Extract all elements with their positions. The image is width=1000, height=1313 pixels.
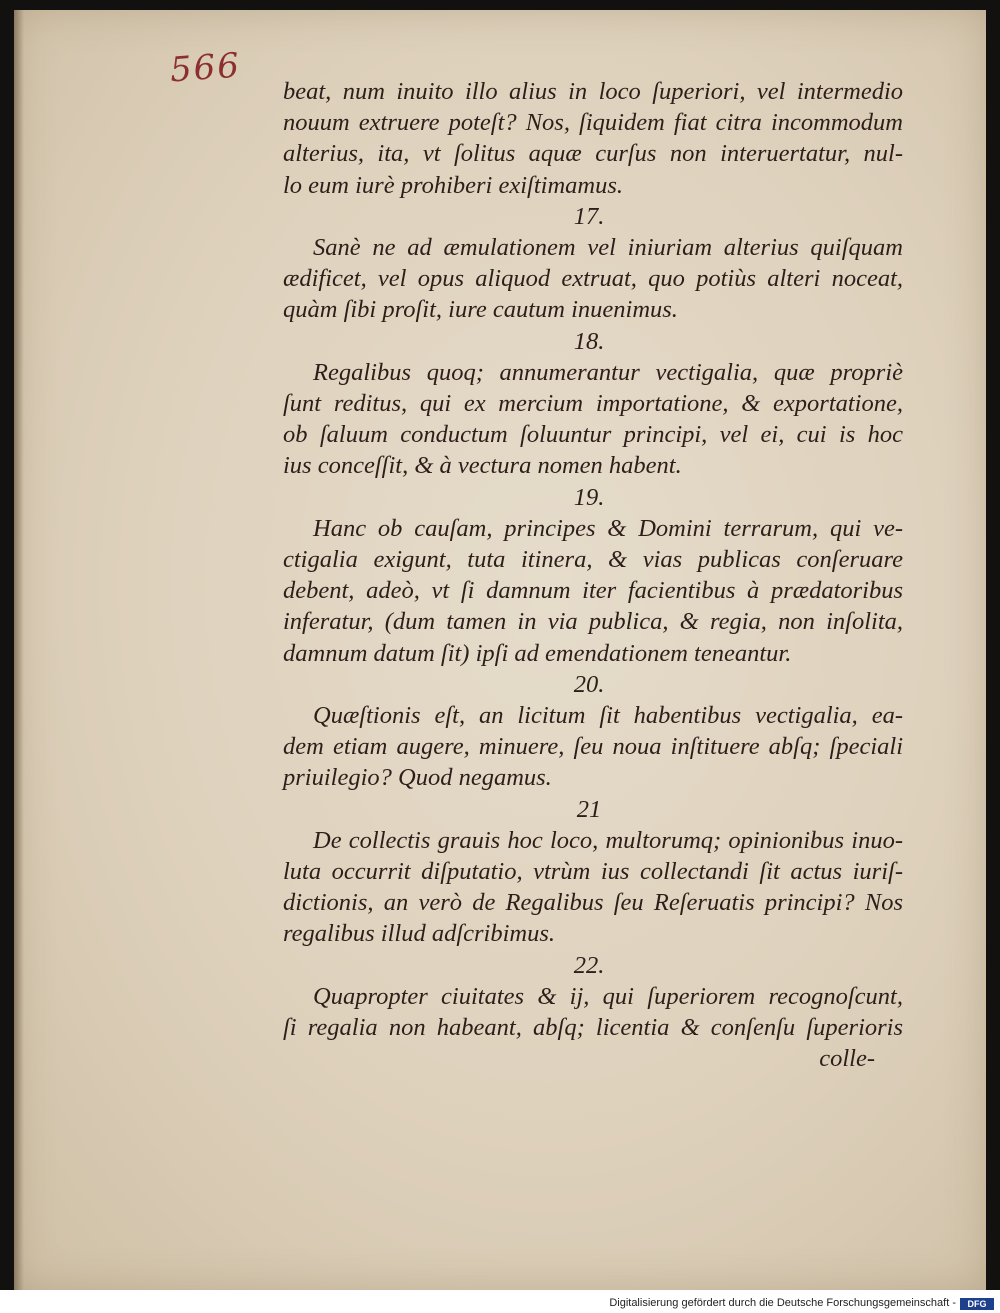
- text-line: ædificet, vel opus aliquod extruat, quo potiùs alteri noceat,: [283, 265, 903, 293]
- text-line: alterius, ita, vt ſolitus aquæ curſus non interuertatur, nul-: [283, 140, 903, 168]
- section-number: 19.: [573, 483, 605, 511]
- text-line: beat, num inuito illo alius in loco ſuperiori, vel intermedio: [283, 78, 903, 105]
- text-line: luta occurrit diſputatio, vtrùm ius collectandi ſit actus iuriſ-: [283, 858, 903, 886]
- text-line: ius conceſſit, & à vectura nomen habent.: [283, 452, 682, 480]
- text-line: Hanc ob cauſam, principes & Domini terrarum, qui ve-: [313, 514, 903, 542]
- section-number: 22.: [573, 951, 605, 979]
- text-line: Sanè ne ad æmulationem vel iniuriam alterius quiſquam: [313, 234, 903, 262]
- text-line: dictionis, an verò de Regalibus ſeu Reſeruatis principi? Nos: [283, 889, 903, 917]
- text-line: lo eum iurè prohiberi exiſtimamus.: [283, 171, 624, 199]
- catchword: colle-: [819, 1045, 875, 1073]
- text-line: damnum datum ſit) ipſi ad emendationem teneantur.: [283, 639, 792, 667]
- handwritten-page-number: 566: [168, 45, 243, 91]
- section-number: 21: [576, 795, 602, 823]
- text-line: quàm ſibi proſit, iure cautum inuenimus.: [283, 296, 678, 324]
- dfg-logo-icon: DFG: [960, 1298, 994, 1310]
- text-line: priuilegio? Quod negamus.: [283, 764, 552, 792]
- funding-notice: Digitalisierung gefördert durch die Deutsche Forschungsgemeinschaft -: [609, 1297, 956, 1309]
- section-number: 17.: [573, 202, 605, 230]
- section-number: 20.: [573, 670, 605, 698]
- text-line: Regalibus quoq; annumerantur vectigalia, quæ propriè: [313, 358, 903, 386]
- text-line: Quæſtionis eſt, an licitum ſit habentibus vectigalia, ea-: [313, 702, 903, 730]
- text-line: ſi regalia non habeant, abſq; licentia & conſenſu ſuperioris: [283, 1014, 903, 1042]
- text-line: ſunt reditus, qui ex mercium importatione, & exportatione,: [283, 390, 903, 418]
- text-line: inferatur, (dum tamen in via publica, & regia, non inſolita,: [283, 608, 903, 636]
- page-text: [283, 76, 903, 1075]
- text-line: debent, adeò, vt ſi damnum iter facientibus à prædatoribus: [283, 577, 903, 605]
- text-line: De collectis grauis hoc loco, multorumq; opinionibus inuo-: [313, 826, 903, 854]
- digitization-footer: [0, 1296, 1000, 1313]
- text-line: ob ſaluum conductum ſoluuntur principi, vel ei, cui is hoc: [283, 421, 903, 449]
- text-line: ctigalia exigunt, tuta itinera, & vias publicas conſeruare: [283, 546, 903, 574]
- text-line: regalibus illud adſcribimus.: [283, 920, 556, 948]
- section-number: 18.: [573, 327, 605, 355]
- text-line: Quapropter ciuitates & ij, qui ſuperiorem recognoſcunt,: [313, 982, 903, 1010]
- page-gutter: [14, 10, 24, 1290]
- text-line: nouum extruere poteſt? Nos, ſiquidem fiat citra incommodum: [283, 109, 903, 137]
- text-line: dem etiam augere, minuere, ſeu noua inſtituere abſq; ſpeciali: [283, 733, 903, 761]
